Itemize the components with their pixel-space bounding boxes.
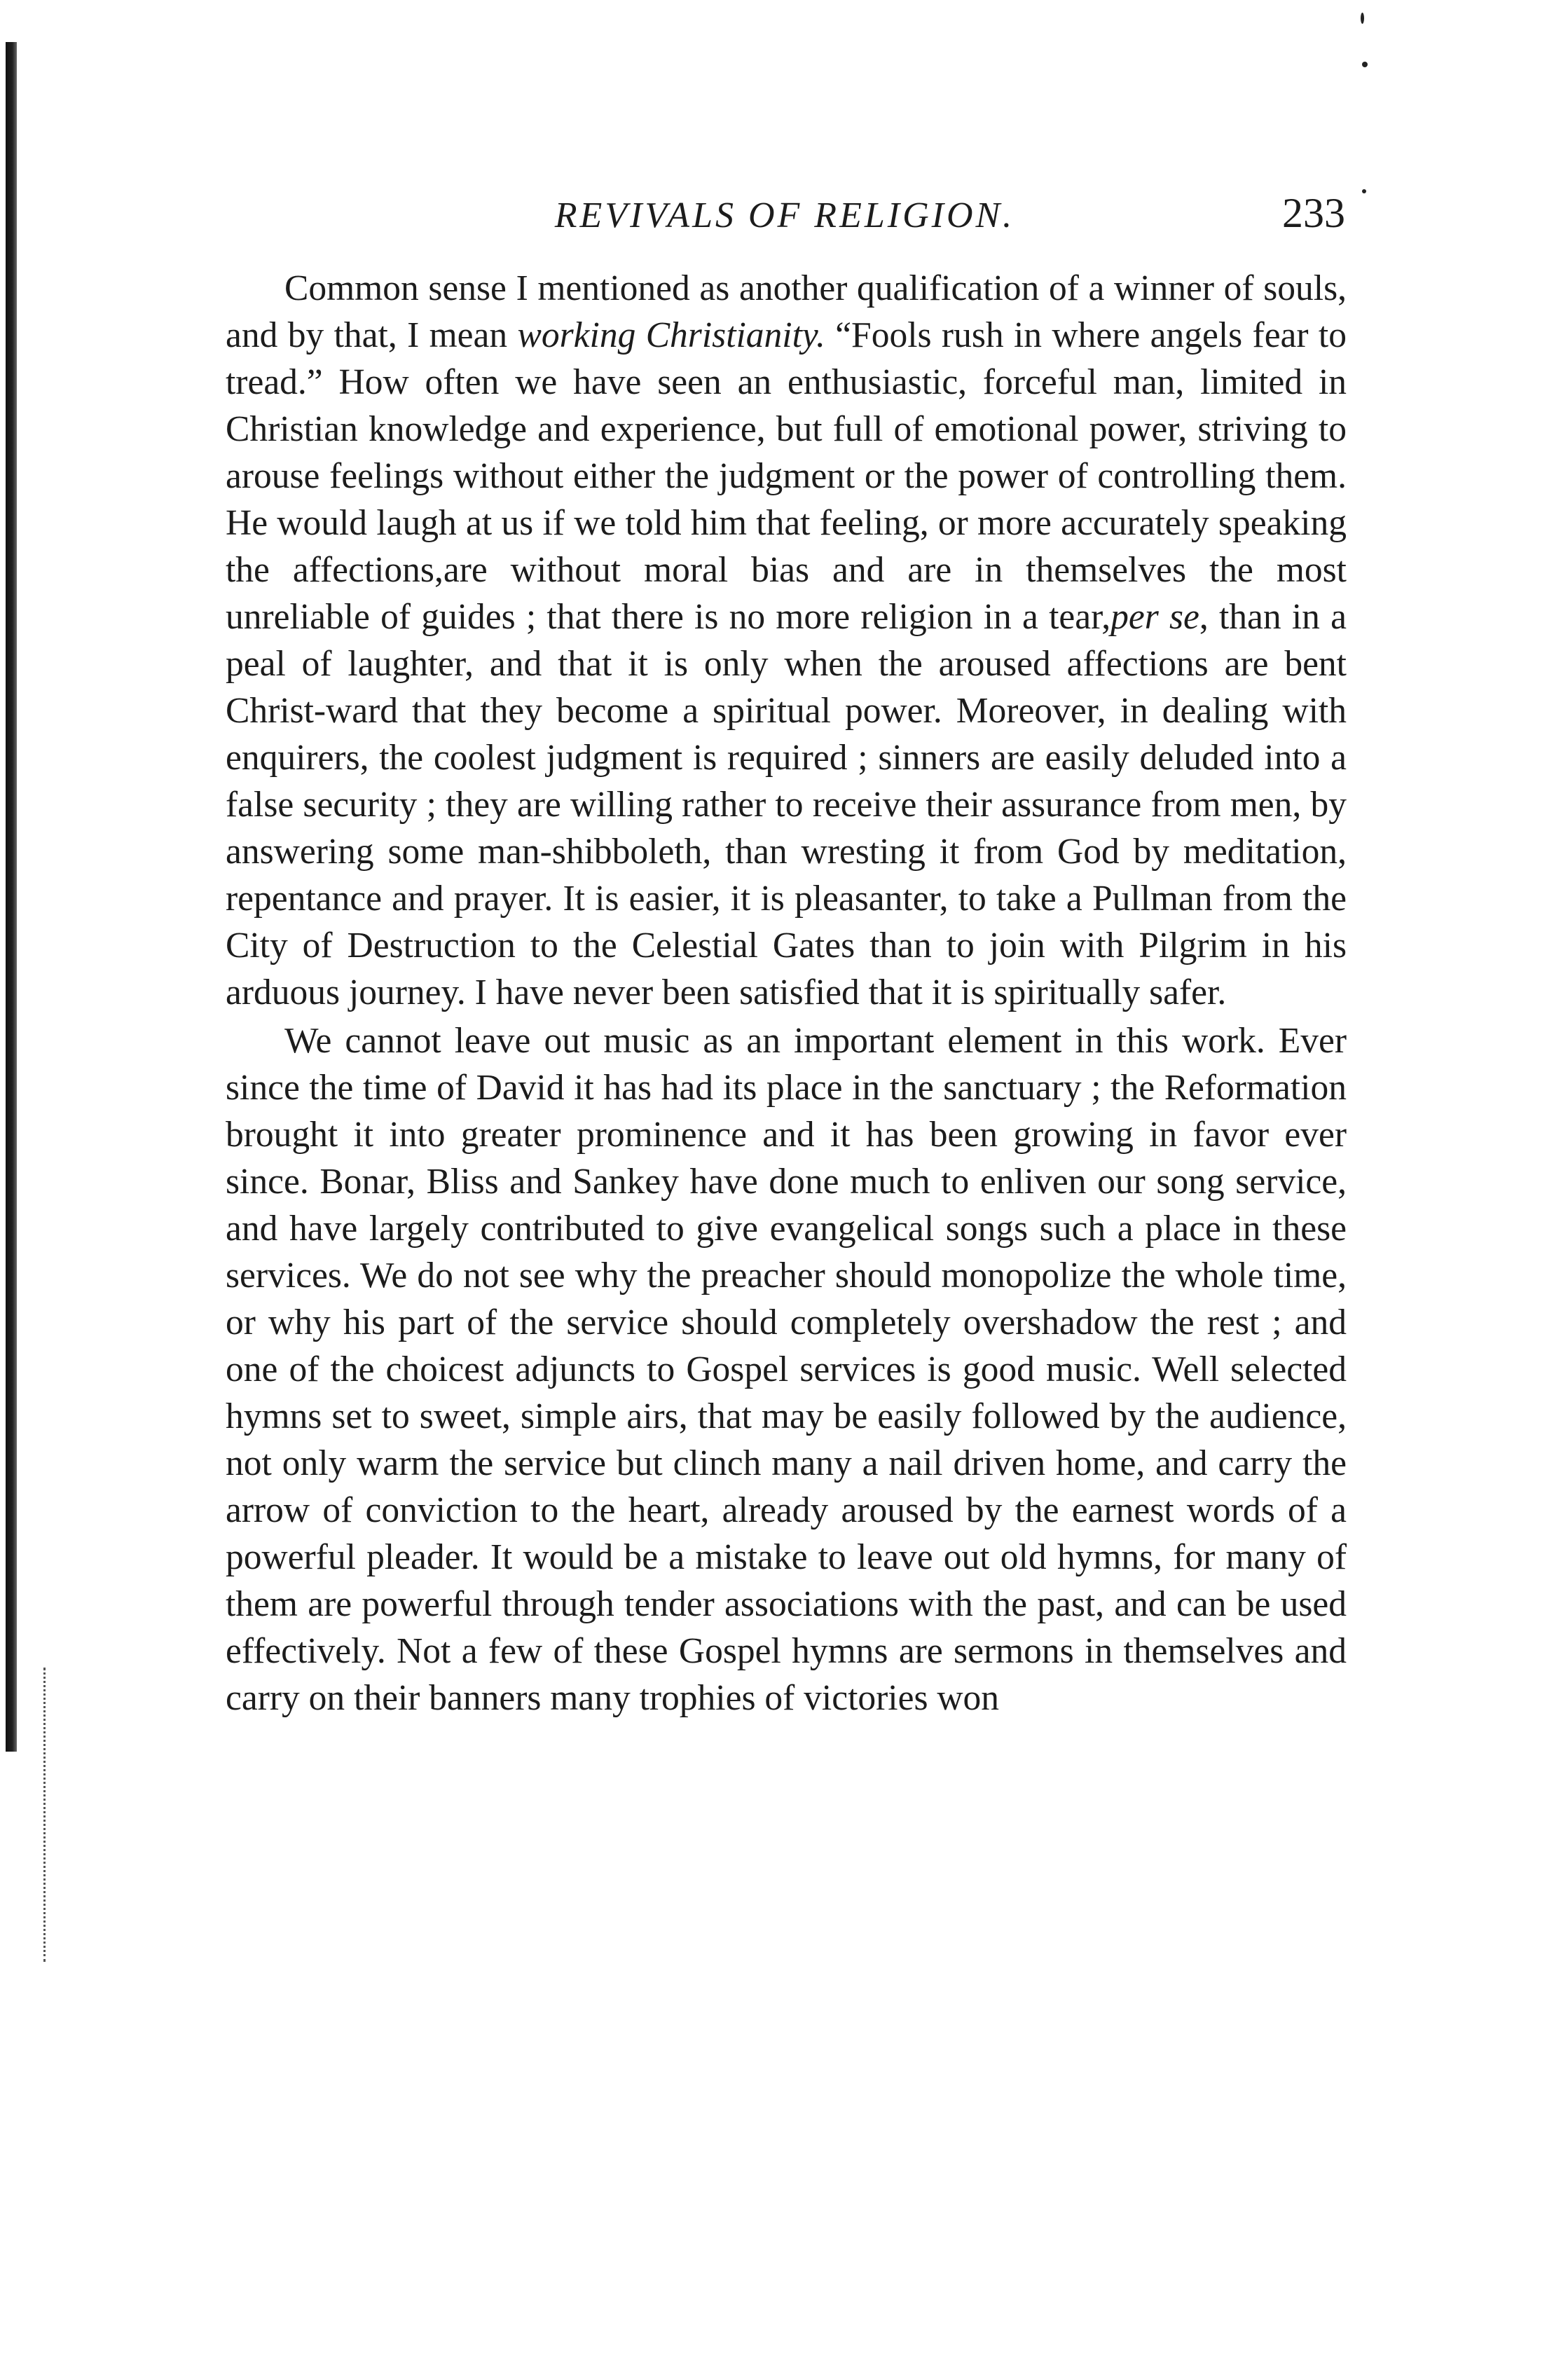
paragraph-text: , than in a peal of laughter, and that it is only when the aroused affections are bent Christ-ward that they become a spiritual power. Moreover, in dealing with enquirers, the coolest judgment is required ; sinners are easily deluded into a false security ; they are willing rather to receive their assurance from men, by answering some man-shibboleth, than wresting it from God by meditation, repentance and prayer. It is easier, it is pleasanter, to take a Pullman from the City of Destruction to the Celestial Gates than to join with Pilgrim in his arduous journey. I have never been satisfied that it is spiritually safer. [226, 597, 1347, 1012]
paragraph-text: “Fools rush in where angels fear to tread.” How often we have seen an enthusiastic, forceful man, limited in Christian knowledge and experience, but full of emotional power, striving to arouse feelings without either the judgment or the power of controlling them. He would laugh at us if we told him that feeling, or more accurately speaking the affections,are without moral bias and are in themselves the most unreliable of guides ; that there is no more religion in a tear, [226, 315, 1347, 637]
ink-speck [1362, 189, 1366, 193]
emphasis-text: per se [1110, 597, 1199, 637]
binding-edge-dots [43, 1668, 48, 1962]
ink-speck [1361, 13, 1364, 24]
page-number: 233 [1282, 190, 1345, 236]
page-binding-edge [6, 42, 17, 1752]
paragraph-common-sense [226, 265, 1347, 1016]
body-text [226, 265, 1347, 1722]
emphasis-text: working Christianity. [517, 315, 825, 355]
ink-speck [1362, 62, 1368, 67]
paragraph-music: We cannot leave out music as an important element in this work. Ever since the time of David it has had its place in the sanctuary ; the Reformation brought it into greater prominence and it has been growing in favor ever since. Bonar, Bliss and Sankey have done much to enliven our song service, and have largely contributed to give evangelical songs such a place in these services. We do not see why the preacher should monopolize the whole time, or why his part of the service should completely overshadow the rest ; and one of the choicest adjuncts to Gospel services is good music. Well selected hymns set to sweet, simple airs, that may be easily followed by the audience, not only warm the service but clinch many a nail driven home, and carry the arrow of conviction to the heart, already aroused by the earnest words of a powerful pleader. It would be a mistake to leave out old hymns, for many of them are powerful through tender associations with the past, and can be used effectively. Not a few of these Gospel hymns are sermons in themselves and carry on their banners many trophies of victories won [226, 1021, 1347, 1718]
paragraph-text: Common sense I mentioned as another qualification of a winner of souls, and by that, I mean [226, 268, 1347, 355]
running-title: REVIVALS OF RELIGION. [554, 195, 1015, 235]
running-head [224, 189, 1345, 252]
